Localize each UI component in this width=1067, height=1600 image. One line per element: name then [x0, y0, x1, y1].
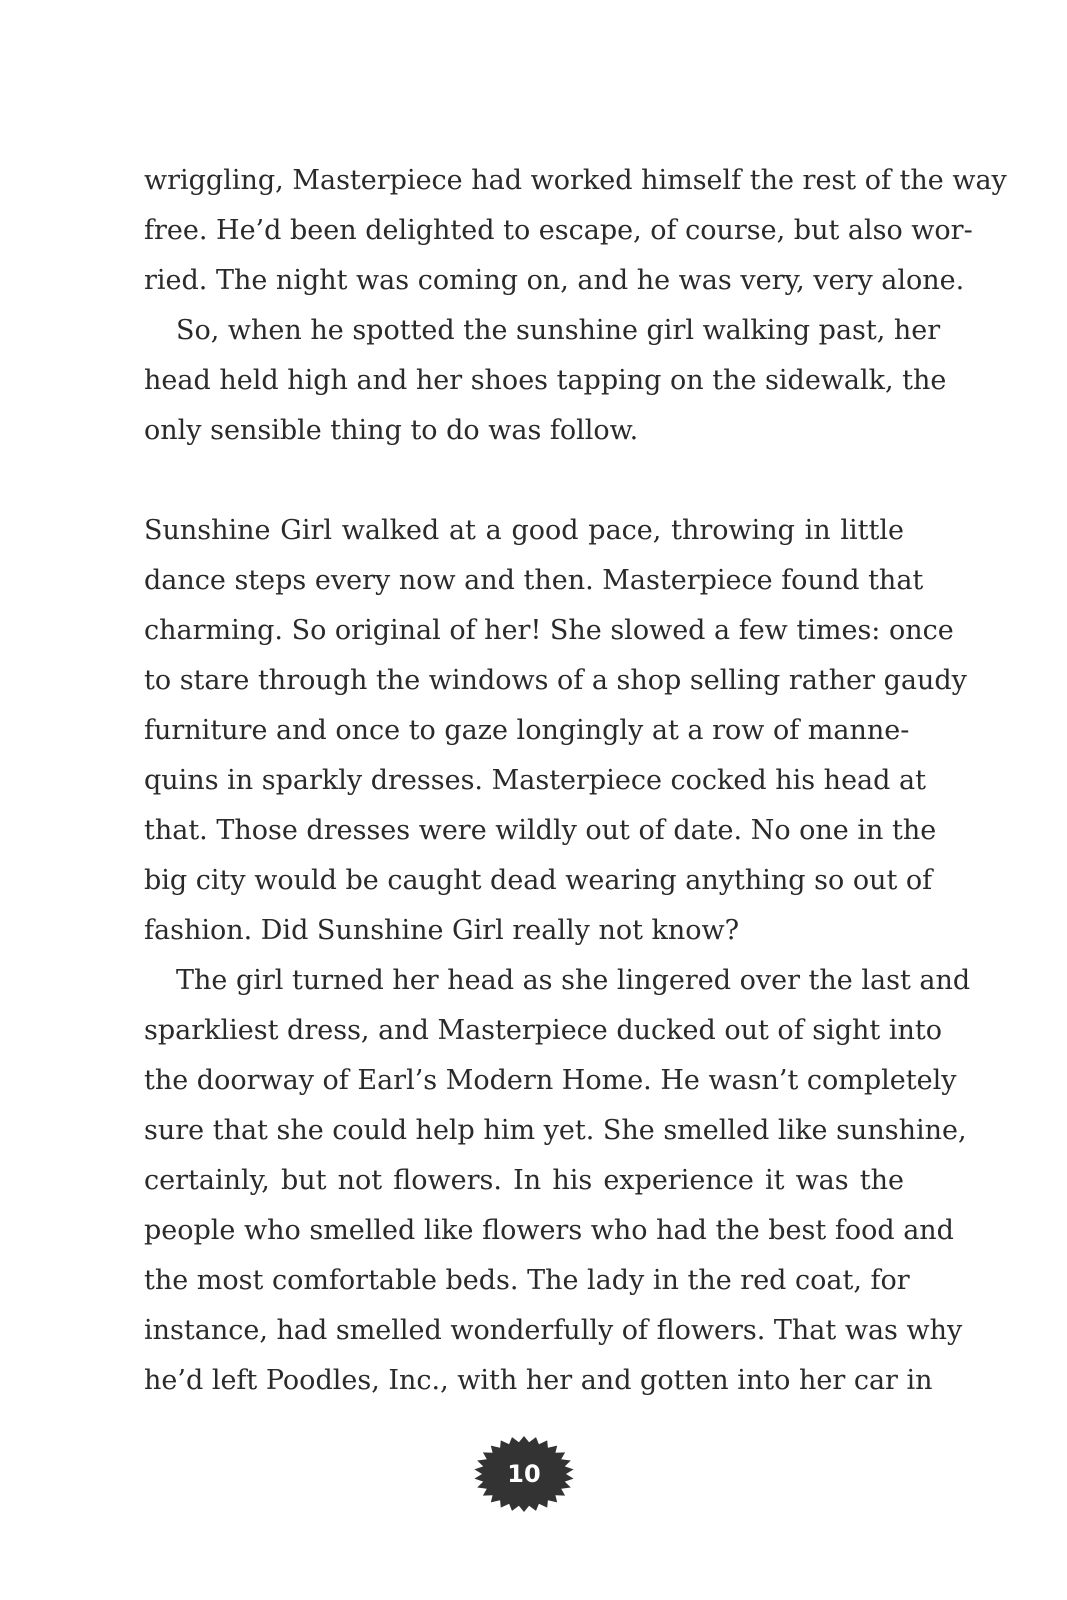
text-line: The girl turned her head as she lingered over the last and: [176, 965, 971, 996]
text-line: sure that she could help him yet. She smelled like sunshine,: [144, 1115, 967, 1146]
text-line: that. Those dresses were wildly out of date. No one in the: [144, 815, 937, 846]
text-block-lower: [144, 506, 971, 1406]
paragraph-3: [144, 506, 967, 956]
text-line: free. He’d been delighted to escape, of course, but also wor-: [144, 215, 973, 246]
paragraph-2: [144, 306, 947, 456]
text-line: fashion. Did Sunshine Girl really not know?: [144, 915, 740, 946]
text-line: people who smelled like flowers who had the best food and: [144, 1215, 954, 1246]
text-line: head held high and her shoes tapping on the sidewalk, the: [144, 365, 947, 396]
text-line: sparkliest dress, and Masterpiece ducked out of sight into: [144, 1015, 942, 1046]
text-line: he’d left Poodles, Inc., with her and gotten into her car in: [144, 1365, 933, 1396]
text-line: the doorway of Earl’s Modern Home. He wasn’t completely: [144, 1065, 957, 1096]
text-line: the most comfortable beds. The lady in the red coat, for: [144, 1265, 910, 1296]
text-line: only sensible thing to do was follow.: [144, 415, 639, 446]
page-number-badge: [473, 1434, 575, 1514]
text-block-upper: [144, 156, 1007, 456]
text-line: big city would be caught dead wearing anything so out of: [144, 865, 933, 896]
text-line: wriggling, Masterpiece had worked himself the rest of the way: [144, 165, 1007, 196]
text-line: Sunshine Girl walked at a good pace, throwing in little: [144, 515, 904, 546]
paragraph-1: [144, 156, 1007, 306]
text-line: certainly, but not flowers. In his experience it was the: [144, 1165, 904, 1196]
text-line: ried. The night was coming on, and he was very, very alone.: [144, 265, 965, 296]
text-line: quins in sparkly dresses. Masterpiece cocked his head at: [144, 765, 926, 796]
paragraph-4: [144, 956, 971, 1406]
page-number: 10: [507, 1460, 541, 1488]
text-line: charming. So original of her! She slowed a few times: once: [144, 615, 954, 646]
text-line: to stare through the windows of a shop selling rather gaudy: [144, 665, 967, 696]
text-line: dance steps every now and then. Masterpiece found that: [144, 565, 924, 596]
text-line: furniture and once to gaze longingly at a row of manne-: [144, 715, 910, 746]
text-line: instance, had smelled wonderfully of flowers. That was why: [144, 1315, 963, 1346]
text-line: So, when he spotted the sunshine girl walking past, her: [176, 315, 941, 346]
